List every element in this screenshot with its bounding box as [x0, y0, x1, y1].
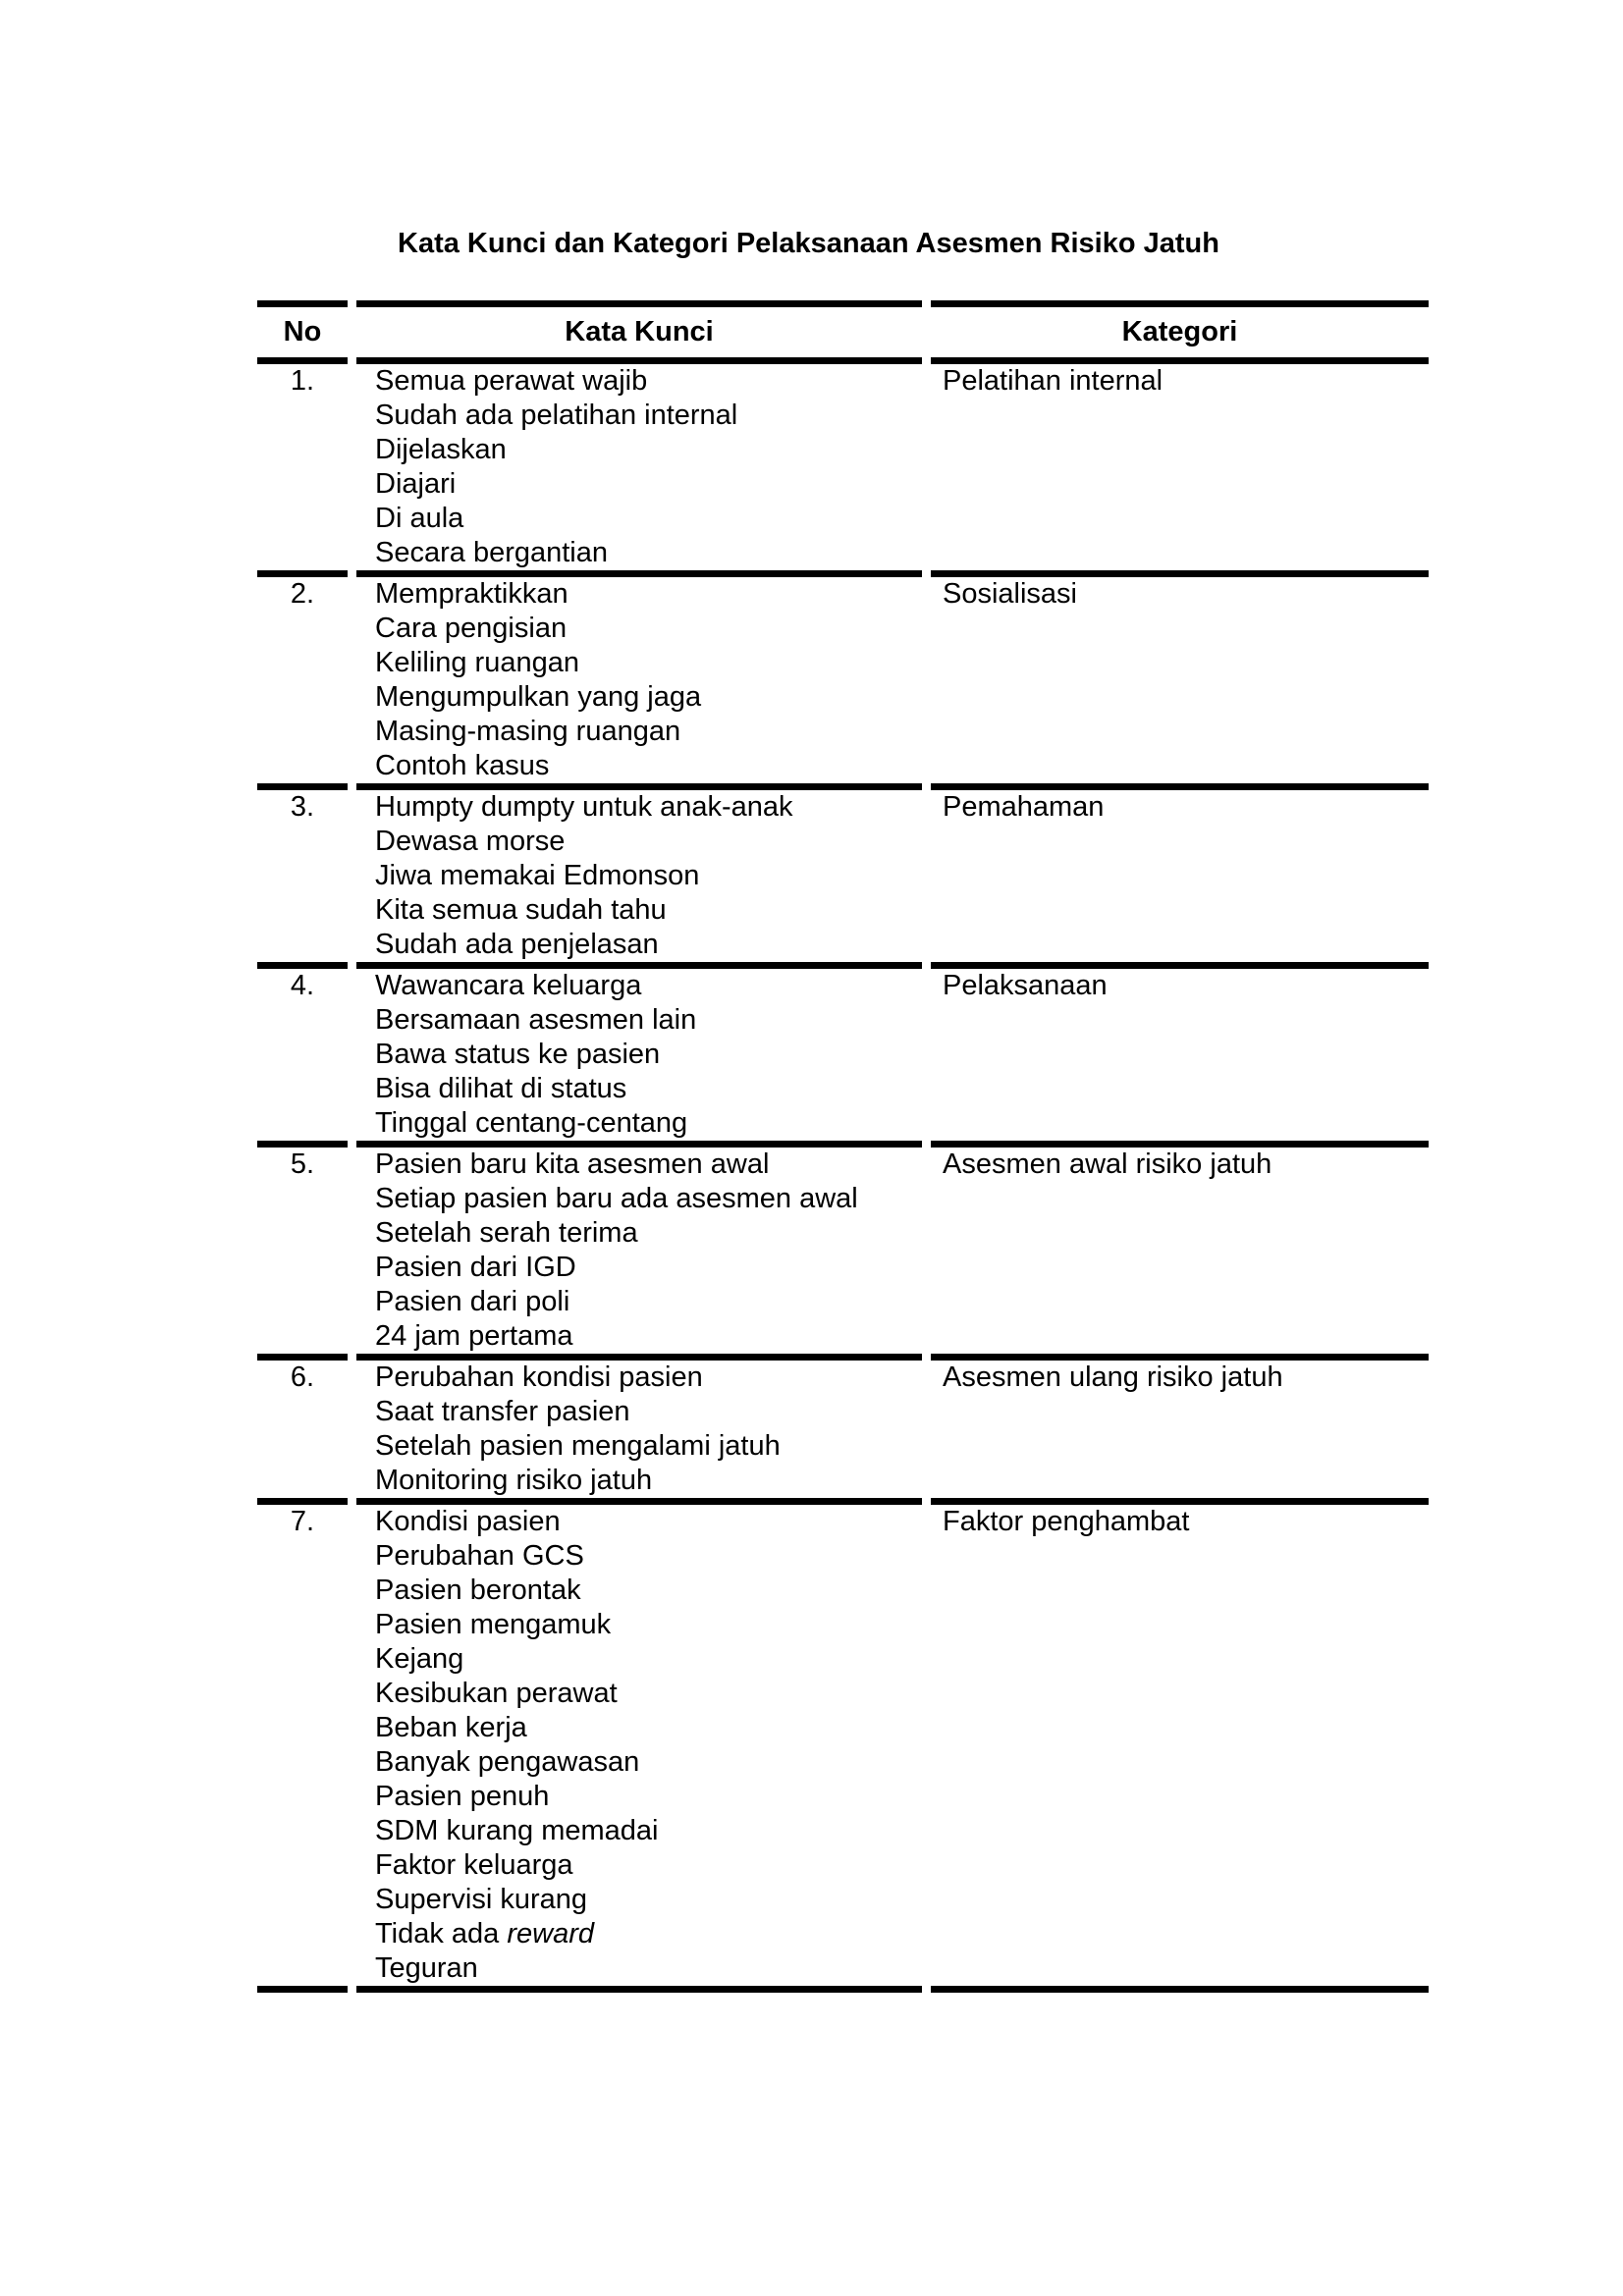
- keywords-cell: [356, 1361, 922, 1505]
- keyword-line: Secara bergantian: [375, 537, 608, 568]
- keyword-line: Jiwa memakai Edmonson: [375, 860, 700, 891]
- column-header-kategori: Kategori: [931, 300, 1429, 364]
- keyword-line: Pasien dari IGD: [375, 1252, 576, 1283]
- italic-text: reward: [507, 1918, 594, 1949]
- keyword-line: Pasien mengamuk: [375, 1609, 612, 1640]
- table-row: [257, 1361, 1429, 1505]
- category-label: Sosialisasi: [943, 578, 1077, 610]
- keyword-line: Teguran: [375, 1952, 478, 1984]
- keyword-line: Sudah ada penjelasan: [375, 929, 659, 960]
- keyword-line: Monitoring risiko jatuh: [375, 1465, 653, 1496]
- keyword-line: SDM kurang memadai: [375, 1815, 659, 1846]
- row-number-cell: 1.: [257, 364, 348, 577]
- table-header: [257, 300, 1429, 364]
- row-number-cell: 7.: [257, 1505, 348, 1993]
- category-label: Asesmen ulang risiko jatuh: [943, 1362, 1283, 1393]
- category-label: Pelaksanaan: [943, 970, 1108, 1001]
- keyword-line: Dijelaskan: [375, 434, 507, 465]
- row-number-cell: 2.: [257, 577, 348, 790]
- keyword-line: Masing-masing ruangan: [375, 716, 681, 747]
- table-row: [257, 790, 1429, 969]
- table-row: [257, 1148, 1429, 1361]
- keywords-cell: [356, 1148, 922, 1361]
- row-number-cell: 3.: [257, 790, 348, 969]
- keyword-line: Dewasa morse: [375, 826, 566, 857]
- keyword-line: Kejang: [375, 1643, 464, 1675]
- category-cell: [931, 969, 1429, 1148]
- keyword-line: Tidak ada reward: [375, 1918, 594, 1949]
- row-number-cell: 4.: [257, 969, 348, 1148]
- category-cell: [931, 790, 1429, 969]
- keyword-line: Banyak pengawasan: [375, 1746, 640, 1778]
- keyword-line: Beban kerja: [375, 1712, 527, 1743]
- keyword-line: Tinggal centang-centang: [375, 1107, 688, 1139]
- keyword-line: Mengumpulkan yang jaga: [375, 681, 702, 713]
- keyword-line: Bersamaan asesmen lain: [375, 1004, 697, 1036]
- keyword-line: Perubahan kondisi pasien: [375, 1362, 703, 1393]
- category-label: Pelatihan internal: [943, 365, 1163, 397]
- keyword-line: Diajari: [375, 468, 457, 500]
- category-cell: [931, 577, 1429, 790]
- keyword-line: Contoh kasus: [375, 750, 550, 781]
- keyword-line: Wawancara keluarga: [375, 970, 642, 1001]
- keyword-line: Di aula: [375, 503, 464, 534]
- category-label: Faktor penghambat: [943, 1506, 1190, 1537]
- keywords-cell: [356, 790, 922, 969]
- column-header-kata-kunci: Kata Kunci: [356, 300, 922, 364]
- keyword-line: Humpty dumpty untuk anak-anak: [375, 791, 793, 823]
- category-cell: [931, 1361, 1429, 1505]
- keywords-cell: [356, 364, 922, 577]
- keywords-cell: [356, 577, 922, 790]
- keyword-line: Kesibukan perawat: [375, 1678, 618, 1709]
- category-cell: [931, 1148, 1429, 1361]
- category-cell: [931, 1505, 1429, 1993]
- keyword-line: Cara pengisian: [375, 613, 568, 644]
- keyword-line: Keliling ruangan: [375, 647, 579, 678]
- keyword-line: Setelah serah terima: [375, 1217, 638, 1249]
- table-row: [257, 364, 1429, 577]
- category-label: Pemahaman: [943, 791, 1105, 823]
- keyword-line: Setiap pasien baru ada asesmen awal: [375, 1183, 858, 1214]
- keyword-line: Pasien baru kita asesmen awal: [375, 1148, 770, 1180]
- keyword-line: Bisa dilihat di status: [375, 1073, 627, 1104]
- keyword-line: Bawa status ke pasien: [375, 1039, 661, 1070]
- keyword-line: Pasien berontak: [375, 1575, 581, 1606]
- keyword-line: Pasien penuh: [375, 1781, 550, 1812]
- table-body: [257, 364, 1429, 1993]
- category-cell: [931, 364, 1429, 577]
- keyword-line: Perubahan GCS: [375, 1540, 584, 1572]
- keywords-categories-table: [248, 300, 1437, 1993]
- table-row: [257, 577, 1429, 790]
- column-header-no: No: [257, 300, 348, 364]
- keyword-line: Faktor keluarga: [375, 1849, 573, 1881]
- table-row: [257, 969, 1429, 1148]
- keyword-line: Setelah pasien mengalami jatuh: [375, 1430, 781, 1462]
- keyword-line: 24 jam pertama: [375, 1320, 573, 1352]
- keyword-line: Kita semua sudah tahu: [375, 894, 667, 926]
- keyword-line: Kondisi pasien: [375, 1506, 561, 1537]
- row-number-cell: 6.: [257, 1361, 348, 1505]
- keyword-line: Mempraktikkan: [375, 578, 568, 610]
- table-row: [257, 1505, 1429, 1993]
- category-label: Asesmen awal risiko jatuh: [943, 1148, 1272, 1180]
- keyword-line: Sudah ada pelatihan internal: [375, 400, 738, 431]
- keyword-line: Pasien dari poli: [375, 1286, 570, 1317]
- keyword-line: Saat transfer pasien: [375, 1396, 630, 1427]
- keyword-line: Supervisi kurang: [375, 1884, 587, 1915]
- table-header-row: [257, 300, 1429, 364]
- row-number-cell: 5.: [257, 1148, 348, 1361]
- table-title: Kata Kunci dan Kategori Pelaksanaan Asesmen Risiko Jatuh: [398, 228, 1219, 259]
- keywords-cell: [356, 969, 922, 1148]
- keywords-cell: [356, 1505, 922, 1993]
- keyword-line: Semua perawat wajib: [375, 365, 648, 397]
